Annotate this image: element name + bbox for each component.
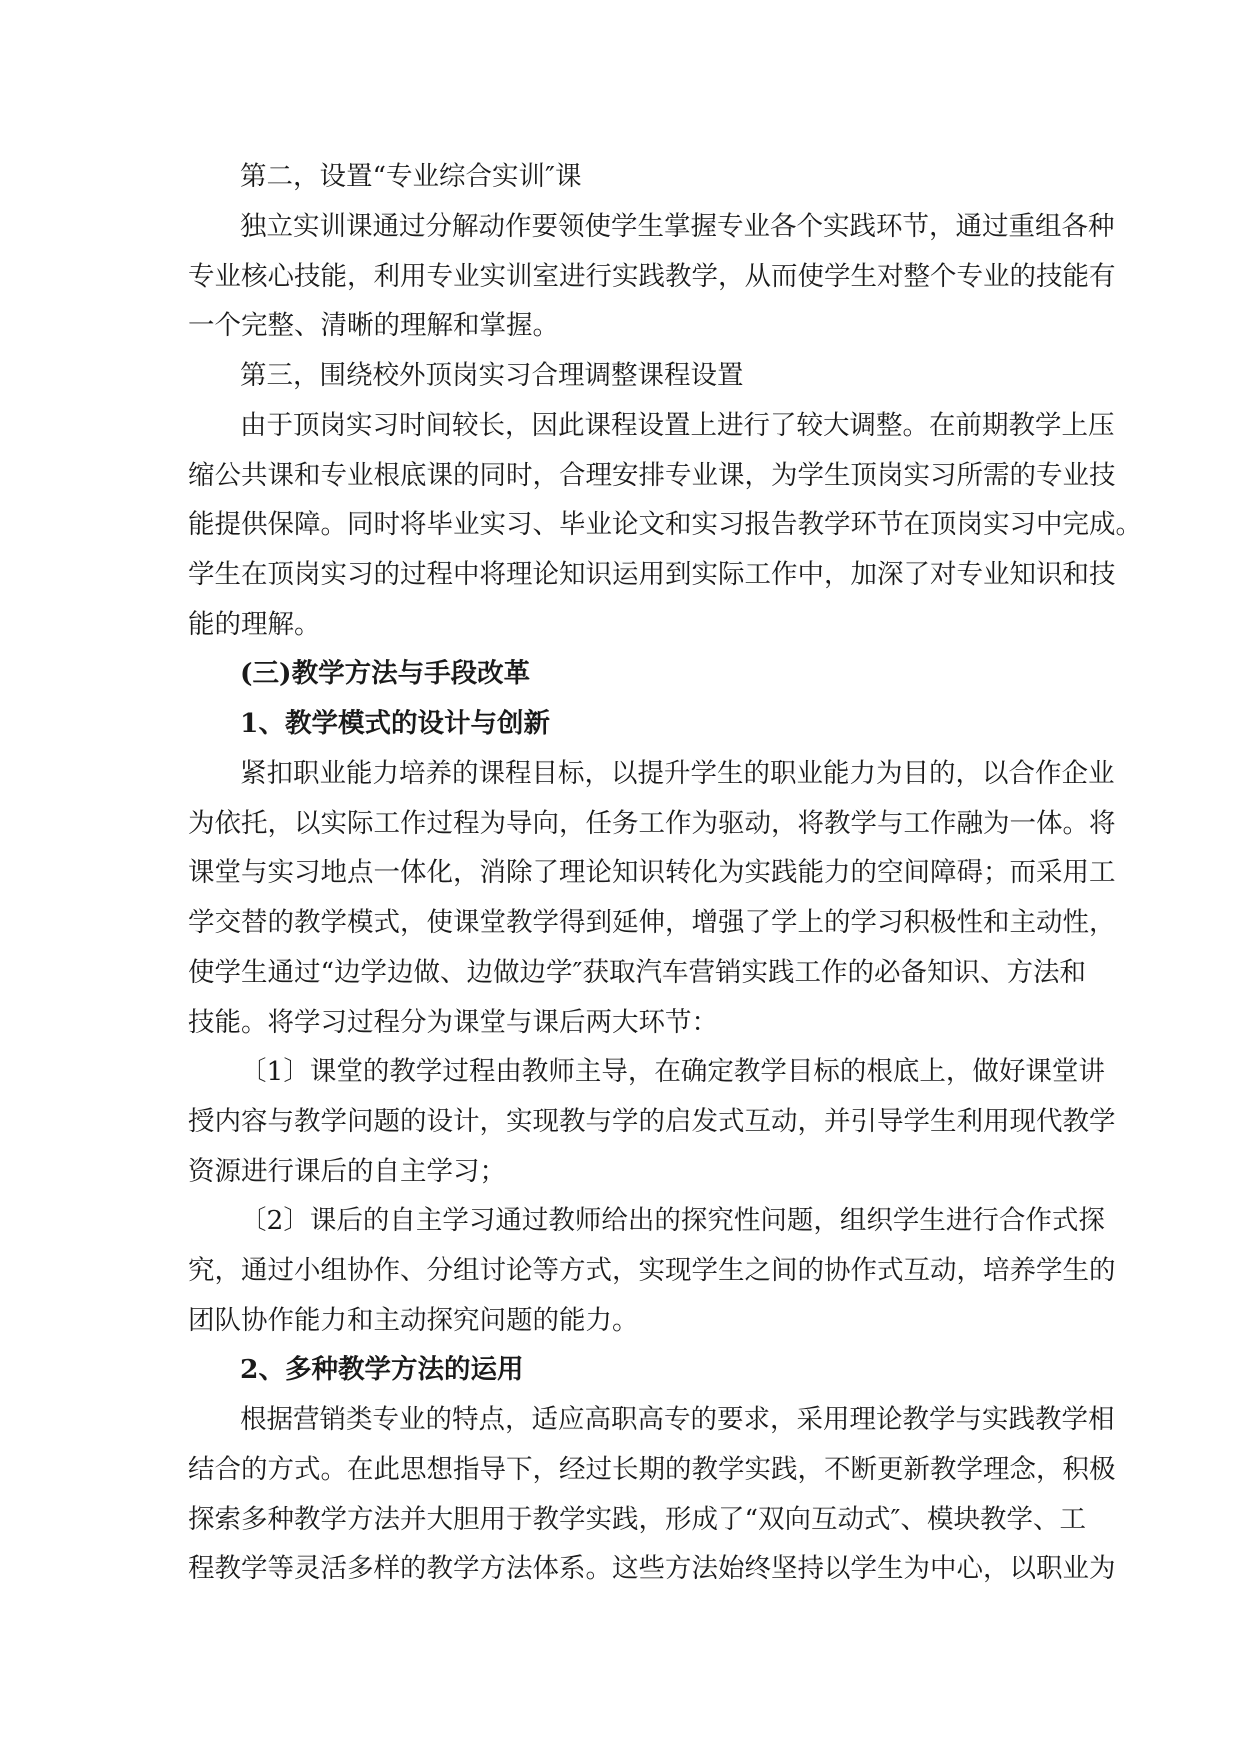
section-heading: (三)教学方法与手段改革 xyxy=(240,658,531,689)
text-line: 技能。将学习过程分为课堂与课后两大环节： xyxy=(188,1007,718,1038)
text-line: 由于顶岗实习时间较长，因此课程设置上进行了较大调整。在前期教学上压 xyxy=(240,410,1115,441)
text-line: 资源进行课后的自主学习； xyxy=(188,1156,506,1187)
text-line: 为依托，以实际工作过程为导向，任务工作为驱动，将教学与工作融为一体。将 xyxy=(188,808,1116,839)
text-line: 团队协作能力和主动探究问题的能力。 xyxy=(188,1305,639,1336)
text-line: 能提供保障。同时将毕业实习、毕业论文和实习报告教学环节在顶岗实习中完成。 xyxy=(188,509,1142,540)
text-line: 独立实训课通过分解动作要领使学生掌握专业各个实践环节，通过重组各种 xyxy=(240,211,1115,242)
text-line: 能的理解。 xyxy=(188,609,321,640)
paragraph-heading: 第三，围绕校外顶岗实习合理调整课程设置 xyxy=(240,360,744,391)
text-line: 学交替的教学模式，使课堂教学得到延伸，增强了学上的学习积极性和主动性， xyxy=(188,907,1116,938)
text-line: 究，通过小组协作、分组讨论等方式，实现学生之间的协作式互动，培养学生的 xyxy=(188,1255,1116,1286)
text-line: 结合的方式。在此思想指导下，经过长期的教学实践，不断更新教学理念，积极 xyxy=(188,1454,1116,1485)
text-line: 专业核心技能，利用专业实训室进行实践教学，从而使学生对整个专业的技能有 xyxy=(188,261,1116,292)
text-line: 紧扣职业能力培养的课程目标，以提升学生的职业能力为目的，以合作企业 xyxy=(240,758,1115,789)
text-line: 程教学等灵活多样的教学方法体系。这些方法始终坚持以学生为中心，以职业为 xyxy=(188,1553,1116,1584)
subsection-heading: 1、教学模式的设计与创新 xyxy=(240,708,550,739)
text-line: 〔1〕课堂的教学过程由教师主导，在确定教学目标的根底上，做好课堂讲 xyxy=(240,1056,1105,1087)
subsection-heading: 2、多种教学方法的运用 xyxy=(240,1354,524,1385)
text-line: 使学生通过“边学边做、边做边学″获取汽车营销实践工作的必备知识、方法和 xyxy=(188,957,1086,988)
text-line: 授内容与教学问题的设计，实现教与学的启发式互动，并引导学生利用现代教学 xyxy=(188,1106,1116,1137)
paragraph-heading: 第二，设置“专业综合实训″课 xyxy=(240,161,582,192)
text-line: 课堂与实习地点一体化，消除了理论知识转化为实践能力的空间障碍；而采用工 xyxy=(188,857,1116,888)
text-line: 探索多种教学方法并大胆用于教学实践，形成了“双向互动式″、模块教学、工 xyxy=(188,1504,1086,1535)
text-line: 一个完整、清晰的理解和掌握。 xyxy=(188,310,559,341)
text-line: 根据营销类专业的特点，适应高职高专的要求，采用理论教学与实践教学相 xyxy=(240,1404,1115,1435)
text-line: 〔2〕课后的自主学习通过教师给出的探究性问题，组织学生进行合作式探 xyxy=(240,1205,1105,1236)
text-line: 缩公共课和专业根底课的同时，合理安排专业课，为学生顶岗实习所需的专业技 xyxy=(188,460,1116,491)
text-line: 学生在顶岗实习的过程中将理论知识运用到实际工作中，加深了对专业知识和技 xyxy=(188,559,1116,590)
